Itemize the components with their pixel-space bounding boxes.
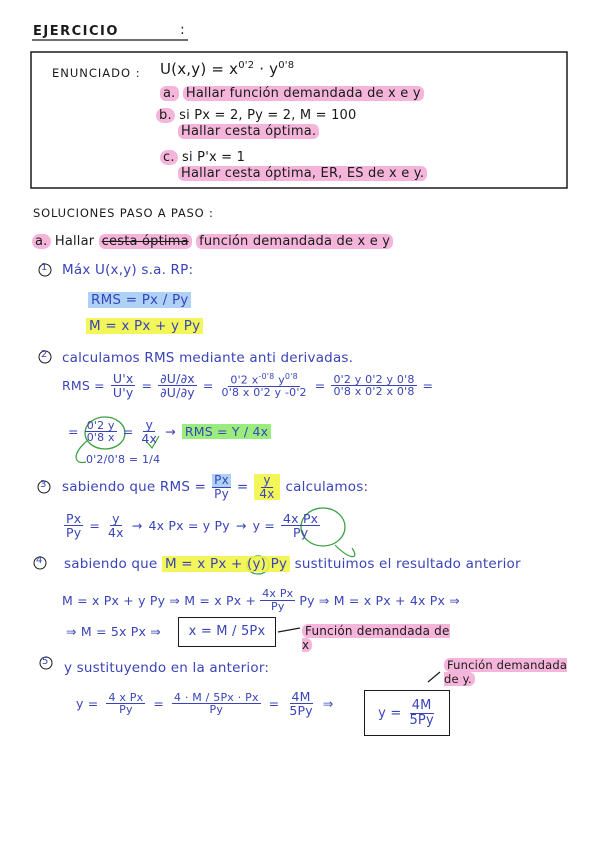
demand-x-box: x = M / 5Px xyxy=(178,617,276,647)
part-a-heading: a. Hallar cesta óptima función demandada de x e y xyxy=(32,234,393,249)
step1-rms: RMS = Px / Py xyxy=(88,292,191,308)
step3-equation: $\frac{Px}{Py}$ = $\frac{y}{4x}$ → 4x Px = y Py → y = $\frac{\text{4x Px}}{Py}$ xyxy=(66,511,319,541)
demand-x-label: Función demandada de x xyxy=(302,624,450,652)
step2-result: RMS = Y / 4x xyxy=(182,424,271,439)
exercise-title: EJERCICIO xyxy=(33,24,119,39)
step2-derivation: RMS = $\frac{U'x}{U'y}$ = $\frac{\partial U/\partial x}{\partial U/\partial y}$ = $\frac{0'2 x^{-0'8} y^{0'8}}{0'8 x 0'2 y -0'2}$ = $\frac{0'2 y 0'2 y 0'8}{0'8 x 0'2 x 0'8}$ = xyxy=(62,371,434,401)
step5-text: y sustituyendo en la anterior: xyxy=(64,660,270,676)
step4-number: 4 xyxy=(36,555,43,566)
statement-label: ENUNCIADO : xyxy=(52,66,141,80)
step2-text: calculamos RMS mediante anti derivadas. xyxy=(62,350,354,366)
step3-number: 3 xyxy=(40,479,47,490)
statement-item-b-line2: Hallar cesta óptima. xyxy=(178,124,319,139)
step5-number: 5 xyxy=(42,656,49,667)
step2-note: 0'2/0'8 = 1/4 xyxy=(86,453,161,466)
step3-text: sabiendo que RMS = $\frac{Px}{Py}$ = $\frac{y}{4x}$ calculamos: xyxy=(62,473,369,501)
step1-text: Máx U(x,y) s.a. RP: xyxy=(62,262,194,278)
statement-item-c: c. si P'x = 1 xyxy=(160,150,245,165)
step4-line2: ⇒ M = 5x Px ⇒ xyxy=(66,624,161,639)
demand-y-label: Función demandada de y. xyxy=(444,658,568,686)
statement-item-c-line2: Hallar cesta óptima, ER, ES de x e y. xyxy=(178,166,427,181)
step1-budget: M = x Px + y Py xyxy=(86,318,203,334)
step2-number: 2 xyxy=(41,349,48,360)
solutions-title: SOLUCIONES PASO A PASO : xyxy=(33,206,214,220)
step5-derivation: y = $\frac{\text{4 x Px}}{Py}$ = $\frac{4 \cdot M / 5Px \cdot Px}{Py}$ = $\frac{4M}{5Py}$ ⇒ xyxy=(76,689,334,719)
step4-line1: M = x Px + y Py ⇒ M = x Px + $\frac{\text{4x Px}}{Py}$ Py ⇒ M = x Px + 4x Px ⇒ xyxy=(62,587,460,613)
title-colon: : xyxy=(180,22,185,38)
step1-number: 1 xyxy=(41,262,48,273)
statement-item-b: b. si Px = 2, Py = 2, M = 100 xyxy=(156,108,357,123)
step2-simplify: = $\frac{0'2 y}{0'8 x}$ = $\frac{y}{4x}$ → RMS = Y / 4x xyxy=(68,418,271,445)
utility-function: $U(x,y) = x^{0'2} \cdot y^{0'8}$ xyxy=(160,60,295,78)
demand-y-box: y = $\frac{4M}{5Py}$ xyxy=(364,690,450,736)
step4-text: sabiendo que M = x Px + (y) Py sustituimos el resultado anterior xyxy=(64,556,521,572)
statement-item-a: a. Hallar función demandada de x e y xyxy=(160,86,424,101)
